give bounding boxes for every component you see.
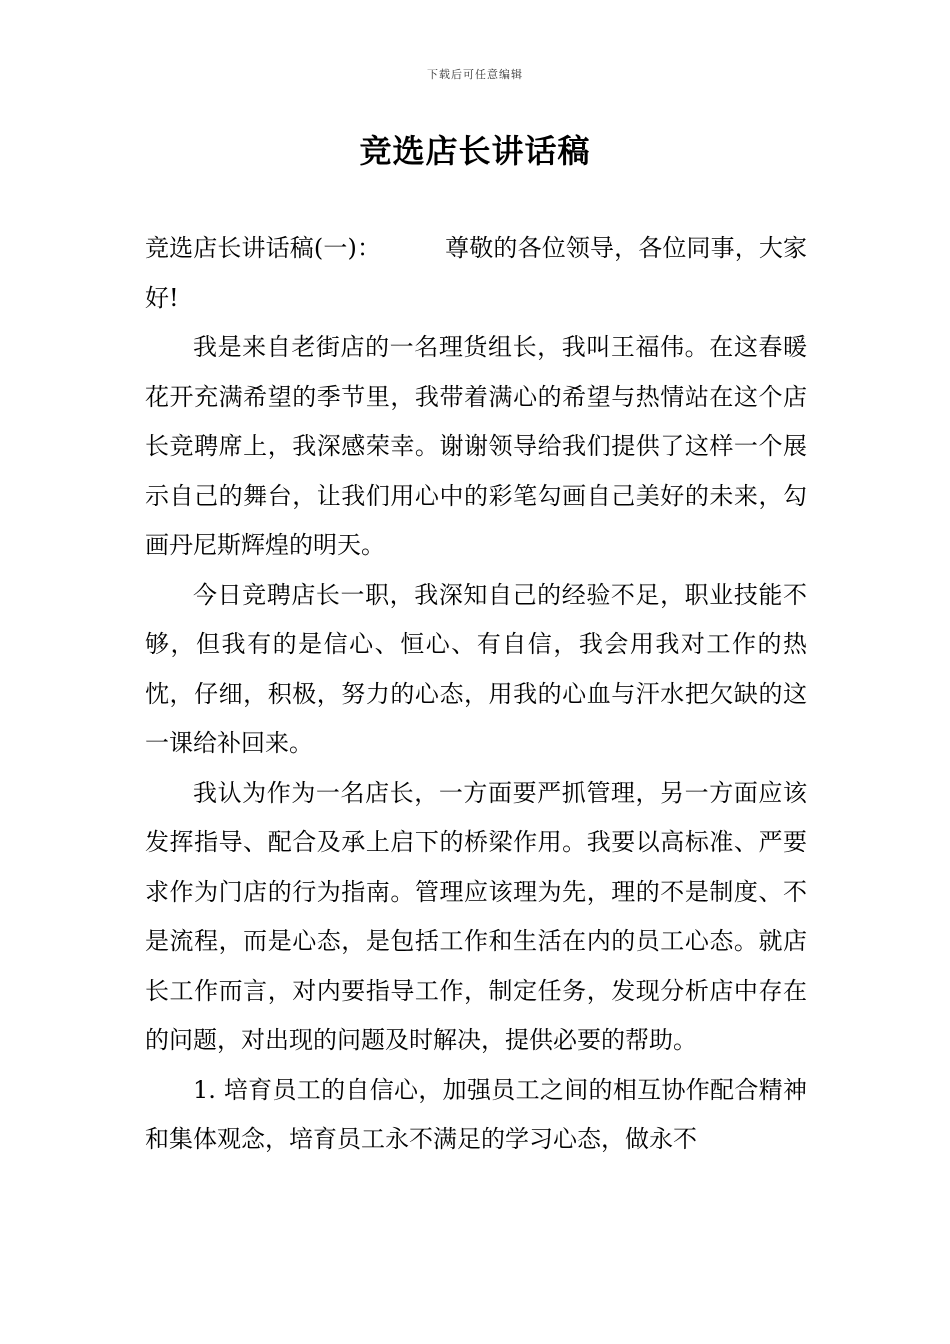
document-title: 竞选店长讲话稿 bbox=[359, 132, 591, 170]
paragraph-1: 我是来自老街店的一名理货组长，我叫王福伟。在这春暖花开充满希望的季节里，我带着满心的希望与热情站在这个店长竞聘席上，我深感荣幸。谢谢领导给我们提供了这样一个展示自己的舞台，让我们用心中的彩笔勾画自己美好的未来，勾画丹尼斯辉煌的明天。 bbox=[145, 333, 807, 559]
intro-label: 竞选店长讲话稿(一)： bbox=[145, 234, 382, 262]
paragraph-2: 今日竞聘店长一职，我深知自己的经验不足，职业技能不够，但我有的是信心、恒心、有自信，我会用我对工作的热忱，仔细，积极，努力的心态，用我的心血与汗水把欠缺的这一课给补回来。 bbox=[145, 580, 807, 757]
paragraph-4: 1. 培育员工的自信心，加强员工之间的相互协作配合精神和集体观念，培育员工永不满足的学习心态，做永不 bbox=[145, 1075, 807, 1153]
header-note: 下载后可任意编辑 bbox=[427, 68, 523, 81]
document-body bbox=[145, 224, 807, 1165]
intro-paragraph bbox=[145, 224, 807, 323]
greeting-text: 尊敬的各位领导，各位同事，大家好! bbox=[145, 234, 807, 312]
paragraph-3: 我认为作为一名店长，一方面要严抓管理，另一方面应该发挥指导、配合及承上启下的桥梁作用。我要以高标准、严要求作为门店的行为指南。管理应该理为先，理的不是制度、不是流程，而是心态，是包括工作和生活在内的员工心态。就店长工作而言，对内要指导工作，制定任务，发现分析店中存在的问题，对出现的问题及时解决，提供必要的帮助。 bbox=[145, 778, 807, 1054]
